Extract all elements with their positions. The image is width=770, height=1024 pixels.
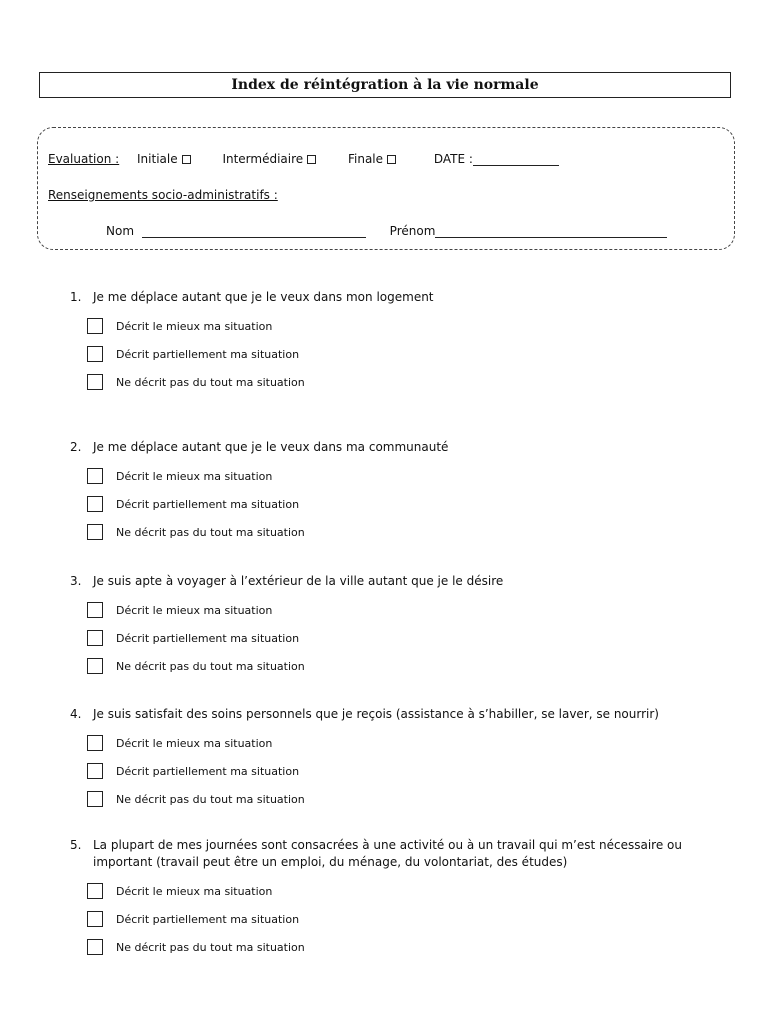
answer-checkbox[interactable] [87,318,103,334]
date-label: DATE : [433,152,473,166]
answer-label: Ne décrit pas du tout ma situation [116,792,305,806]
answer-option[interactable] [87,883,272,899]
answer-label: Ne décrit pas du tout ma situation [116,659,305,673]
answer-label: Décrit le mieux ma situation [116,603,273,617]
answer-checkbox[interactable] [87,911,103,927]
answer-option[interactable] [87,735,272,751]
answer-label: Décrit le mieux ma situation [116,884,273,898]
answer-option[interactable] [87,346,299,362]
answer-option[interactable] [87,939,305,955]
evaluation-label: Evaluation : [48,152,120,166]
answer-checkbox[interactable] [87,763,103,779]
answer-label: Décrit partiellement ma situation [116,347,300,361]
answer-option[interactable] [87,791,305,807]
question-text: Je suis apte à voyager à l’extérieur de la ville autant que je le désire [93,574,504,588]
answer-label: Décrit le mieux ma situation [116,319,273,333]
question-text: Je me déplace autant que je le veux dans mon logement [93,290,434,304]
initiale-label: Initiale [137,152,178,166]
answer-label: Ne décrit pas du tout ma situation [116,940,305,954]
intermediaire-checkbox[interactable] [307,155,316,164]
answer-option[interactable] [87,524,305,540]
answer-checkbox[interactable] [87,602,103,618]
answer-checkbox[interactable] [87,496,103,512]
intermediaire-label: Intermédiaire [222,152,304,166]
nom-label: Nom [106,224,135,238]
question-number: 4. [70,707,82,721]
answer-option[interactable] [87,763,299,779]
initiale-checkbox[interactable] [182,155,191,164]
answer-label: Décrit partiellement ma situation [116,497,300,511]
answer-checkbox[interactable] [87,524,103,540]
answer-option[interactable] [87,374,305,390]
answer-option[interactable] [87,630,299,646]
question-number: 2. [70,440,82,454]
answer-label: Ne décrit pas du tout ma situation [116,525,305,539]
question-text: Je me déplace autant que je le veux dans ma communauté [93,440,449,454]
evaluation-row [48,152,559,166]
answer-label: Décrit partiellement ma situation [116,912,300,926]
nom-field[interactable] [142,225,366,238]
answer-option[interactable] [87,318,272,334]
answer-checkbox[interactable] [87,658,103,674]
prenom-label: Prénom [389,224,436,238]
answer-checkbox[interactable] [87,374,103,390]
answer-label: Ne décrit pas du tout ma situation [116,375,305,389]
name-row [106,224,667,238]
prenom-field[interactable] [435,225,667,238]
answer-checkbox[interactable] [87,939,103,955]
date-field[interactable] [473,153,559,166]
form-title: Index de réintégration à la vie normale [39,72,731,98]
finale-checkbox[interactable] [387,155,396,164]
answer-checkbox[interactable] [87,468,103,484]
question-text: Je suis satisfait des soins personnels que je reçois (assistance à s’habiller, se laver, se nourrir) [93,707,659,721]
answer-option[interactable] [87,911,299,927]
answer-label: Décrit partiellement ma situation [116,764,300,778]
answer-option[interactable] [87,602,272,618]
answer-checkbox[interactable] [87,346,103,362]
question-number: 3. [70,574,82,588]
answer-checkbox[interactable] [87,630,103,646]
answer-option[interactable] [87,468,272,484]
answer-label: Décrit le mieux ma situation [116,469,273,483]
renseignements-label: Renseignements socio-administratifs : [48,188,278,202]
finale-label: Finale [347,152,384,166]
answer-label: Décrit partiellement ma situation [116,631,300,645]
answer-checkbox[interactable] [87,883,103,899]
answer-checkbox[interactable] [87,791,103,807]
answer-option[interactable] [87,496,299,512]
admin-info-box [37,127,735,250]
answer-checkbox[interactable] [87,735,103,751]
question-text: La plupart de mes journées sont consacrées à une activité ou à un travail qui m’est nécessaire ou important (travail peut être un emploi, du ménage, du volontariat, des études) [93,838,682,869]
question-number: 1. [70,290,82,304]
answer-option[interactable] [87,658,305,674]
question-number: 5. [70,838,82,852]
answer-label: Décrit le mieux ma situation [116,736,273,750]
